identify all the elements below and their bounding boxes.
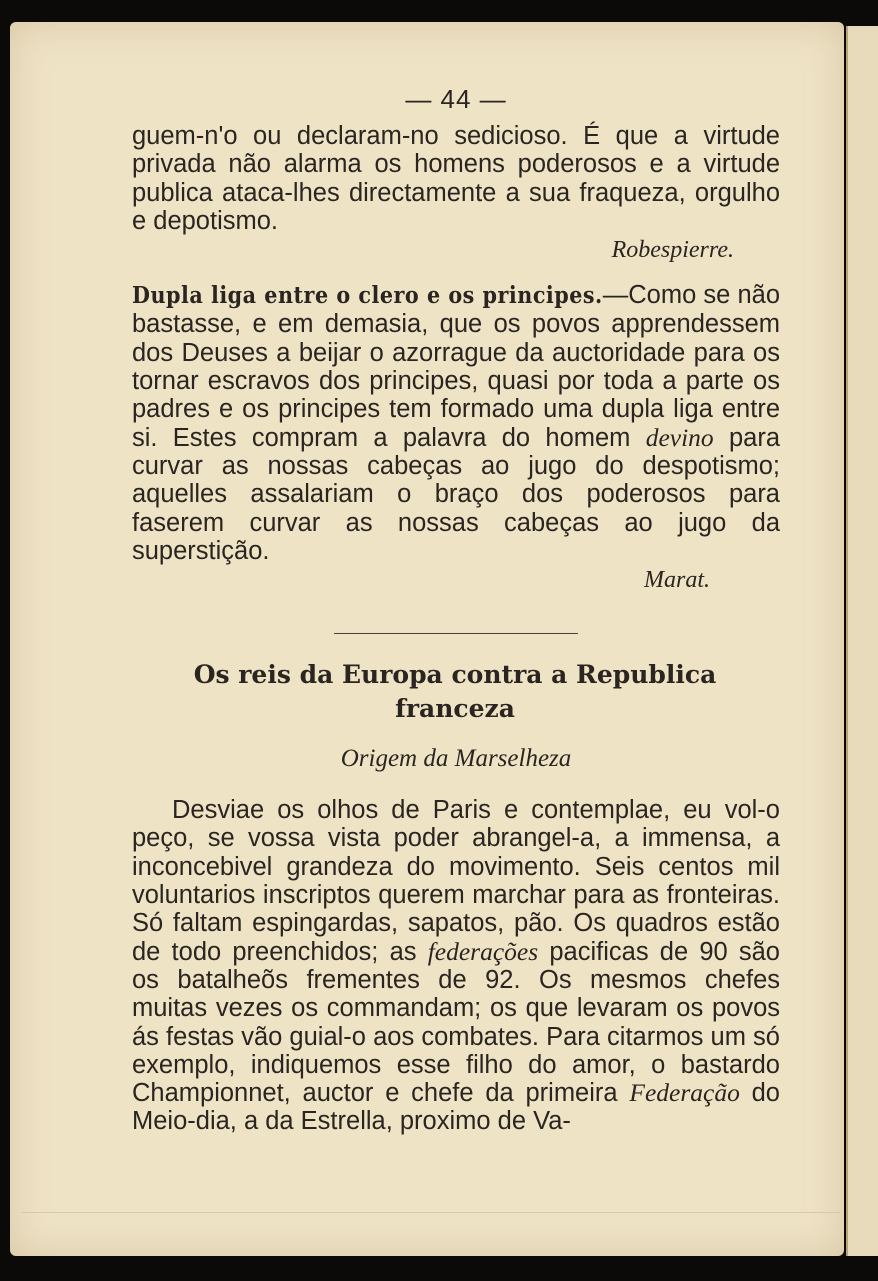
page-content: [132, 82, 780, 1136]
page-number: — 44 —: [405, 84, 507, 114]
chapter-subheading: Origem da Marselheza: [340, 745, 572, 773]
section-divider: [334, 633, 578, 634]
section-text-a: —Como se não bastasse, e em demasia, que os povos apprendessem dos Deuses a beijar o azorrague da auctoridade para os tornar escravos dos principes, quasi por toda a parte os padres e os principes tem formado uma dupla liga entre si. Estes compram a palavra do homem: [132, 281, 781, 452]
italic-federacao: Federação: [629, 1078, 740, 1108]
body-part-1: Desviae os olhos de Paris e contemplae, eu vol-o peço, se vossa vista poder abrangel-a, a immensa, a inconcebivel grandeza do movimento. Seis centos mil voluntarios inscriptos querem marchar para as fronteiras. Só faltam espingardas, sapatos, pão. Os quadros estão de todo preenchidos; as: [132, 796, 780, 966]
paragraph-robespierre: guem-n'o ou declaram-no sedicioso. É que a virtude privada não alarma os homens poderosos e a virtude publica ataca-lhes directamente a sua fraqueza, orgulho e depotismo.: [132, 122, 780, 235]
paragraph-body: [132, 796, 780, 1136]
signature-marat: Marat.: [644, 567, 710, 594]
page-bottom-edge: [22, 1212, 840, 1213]
paragraph-dupla-liga: [132, 281, 780, 565]
body-part-2: pacificas de 90 são os batalheõs frementes de 92. Os mesmos chefes muitas vezes os commandam; os que levaram os povos ás festas vão guial-o aos combates. Para citarmos um só exemplo, indiquemos esse filho do amor, o bastardo Championnet, auctor e chefe da primeira: [132, 937, 780, 1108]
signature-robespierre: Robespierre.: [611, 237, 734, 264]
chapter-heading: Os reis da Europa contra a Republica franceza: [193, 660, 717, 724]
body-part-3: do Meio-dia, a da Estrella, proximo de Va-: [132, 1079, 780, 1136]
italic-federacoes: federações: [427, 936, 539, 966]
adjacent-page-edge: [846, 26, 878, 1256]
section-text-b: para curvar as nossas cabeças ao jugo do despotismo; aquelles assalariam o braço dos poderosos para faserem curvar as nossas cabeças ao jugo da superstição.: [132, 423, 781, 565]
section-lead-title: Dupla liga entre o clero e os principes.: [132, 282, 603, 310]
italic-word-devino: devino: [645, 422, 714, 452]
